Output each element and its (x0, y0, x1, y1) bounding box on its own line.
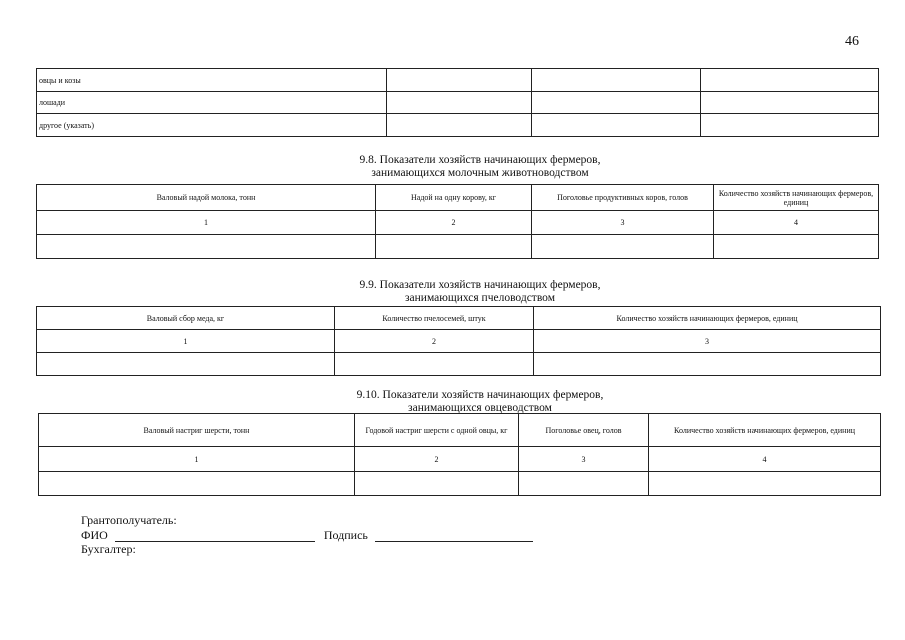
signature-field[interactable] (375, 530, 533, 542)
column-number: 1 (39, 447, 355, 472)
table-cell (335, 353, 534, 376)
sheep-table (38, 413, 881, 496)
row-label: лошади (37, 92, 387, 114)
column-number: 4 (714, 211, 879, 235)
column-header: Надой на одну корову, кг (376, 185, 532, 211)
table-cell (649, 472, 881, 496)
table-cell (532, 92, 701, 114)
table-row (37, 235, 879, 259)
column-header: Валовый сбор меда, кг (37, 307, 335, 330)
table-cell (532, 235, 714, 259)
table-row (39, 472, 881, 496)
fio-label: ФИО (81, 528, 108, 542)
column-number: 4 (649, 447, 881, 472)
column-number: 2 (355, 447, 519, 472)
table-cell (701, 92, 879, 114)
table-cell (532, 114, 701, 137)
table-cell (534, 353, 881, 376)
page-number: 46 (845, 34, 859, 49)
table-cell (387, 69, 532, 92)
column-header: Валовый настриг шерсти, тонн (39, 414, 355, 447)
table-cell (532, 69, 701, 92)
table-cell (701, 69, 879, 92)
column-number: 3 (532, 211, 714, 235)
grant-recipient-label: Грантополучатель: (81, 513, 177, 527)
table-header-row (39, 414, 881, 447)
table-cell (701, 114, 879, 137)
section-9-10-title: 9.10. Показатели хозяйств начинающих фермеров, занимающихся овцеводством (356, 389, 604, 414)
column-number-row (37, 330, 881, 353)
signature-label: Подпись (323, 528, 368, 542)
table-cell (519, 472, 649, 496)
column-header: Валовый надой молока, тонн (37, 185, 376, 211)
table-row (37, 69, 879, 92)
column-number: 1 (37, 211, 376, 235)
top-table (36, 68, 879, 137)
column-header: Поголовье овец, голов (519, 414, 649, 447)
row-label: другое (указать) (37, 114, 387, 137)
accountant-label: Бухгалтер: (81, 542, 136, 556)
column-header: Годовой настриг шерсти с одной овцы, кг (355, 414, 519, 447)
column-header: Поголовье продуктивных коров, голов (532, 185, 714, 211)
table-cell (39, 472, 355, 496)
column-number: 3 (534, 330, 881, 353)
table-cell (387, 92, 532, 114)
beekeeping-table (36, 306, 881, 376)
column-number: 3 (519, 447, 649, 472)
column-header: Количество хозяйств начинающих фермеров, единиц (714, 185, 879, 211)
fio-field[interactable] (115, 530, 315, 542)
column-header: Количество хозяйств начинающих фермеров, единиц (649, 414, 881, 447)
column-header: Количество пчелосемей, штук (335, 307, 534, 330)
table-header-row (37, 185, 879, 211)
table-header-row (37, 307, 881, 330)
fio-signature-line (81, 529, 533, 542)
table-row (37, 114, 879, 137)
section-9-9-title: 9.9. Показатели хозяйств начинающих фермеров, занимающихся пчеловодством (359, 279, 601, 304)
column-number: 2 (335, 330, 534, 353)
column-number-row (39, 447, 881, 472)
table-cell (376, 235, 532, 259)
table-cell (355, 472, 519, 496)
table-row (37, 92, 879, 114)
column-number: 2 (376, 211, 532, 235)
table-cell (37, 235, 376, 259)
table-cell (714, 235, 879, 259)
column-header: Количество хозяйств начинающих фермеров, единиц (534, 307, 881, 330)
table-cell (387, 114, 532, 137)
dairy-table (36, 184, 879, 259)
table-cell (37, 353, 335, 376)
row-label: овцы и козы (37, 69, 387, 92)
table-row (37, 353, 881, 376)
section-9-8-title: 9.8. Показатели хозяйств начинающих фермеров, занимающихся молочным животноводством (359, 154, 601, 179)
column-number-row (37, 211, 879, 235)
column-number: 1 (37, 330, 335, 353)
